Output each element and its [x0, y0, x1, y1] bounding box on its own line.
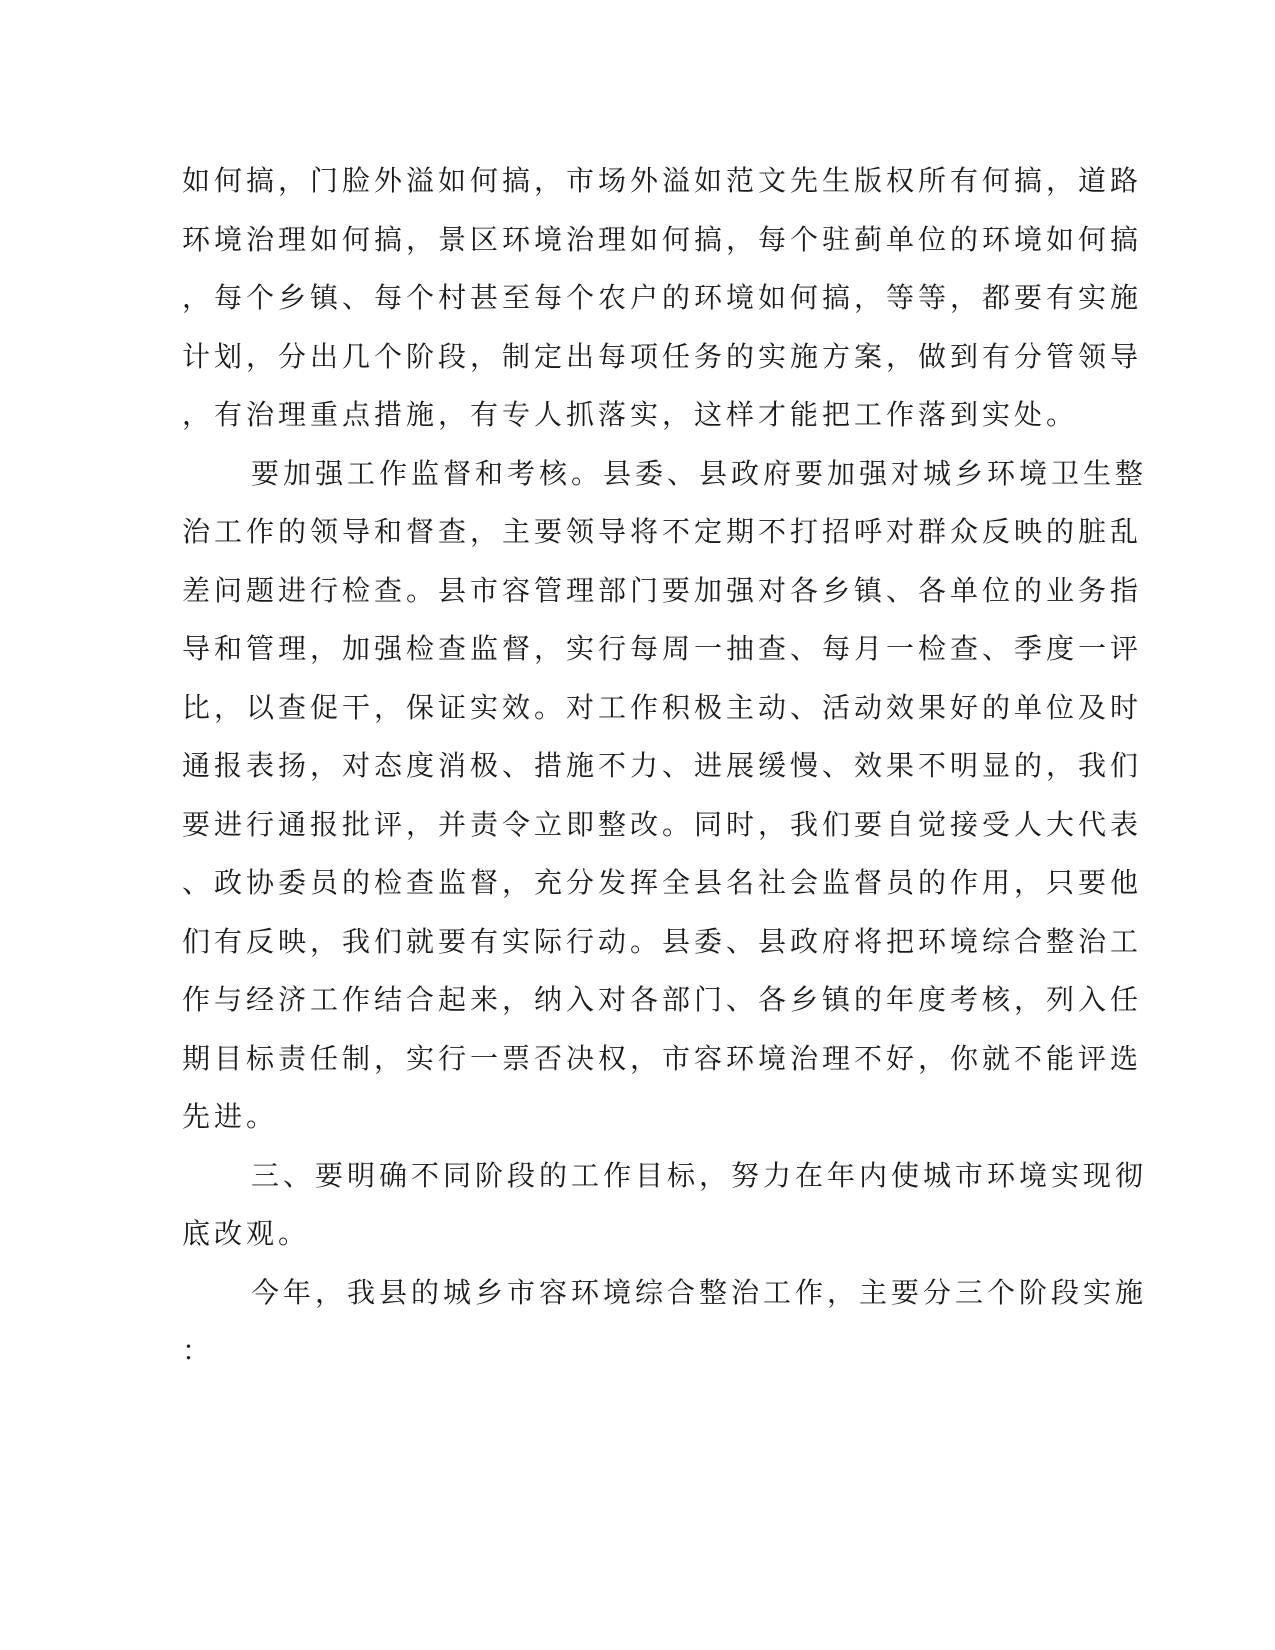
text-line: 作与经济工作结合起来，纳入对各部门、各乡镇的年度考核，列入任	[182, 983, 1143, 1016]
text-line: ，每个乡镇、每个村甚至每个农户的环境如何搞，等等，都要有实施	[182, 281, 1143, 314]
paragraph-first-line: 要加强工作监督和考核。县委、县政府要加强对城乡环境卫生整	[251, 456, 1148, 490]
text-line: 比，以查促干，保证实效。对工作积极主动、活动效果好的单位及时	[182, 690, 1143, 724]
text-line: 通报表扬，对态度消极、措施不力、进展缓慢、效果不明显的，我们	[182, 749, 1143, 782]
text-line: 先进。	[182, 1100, 279, 1133]
text-line: 们有反映，我们就要有实际行动。县委、县政府将把环境综合整治工	[182, 924, 1143, 958]
text-line: 导和管理，加强检查监督，实行每周一抽查、每月一检查、季度一评	[182, 632, 1143, 665]
text-line: 差问题进行检查。县市容管理部门要加强对各乡镇、各单位的业务指	[182, 573, 1143, 607]
document-body	[182, 152, 1148, 1381]
text-line: 如何搞，门脸外溢如何搞，市场外溢如范文先生版权所有何搞，道路	[182, 164, 1143, 197]
section-heading-line: 底改观。	[182, 1217, 311, 1250]
text-line: 、政协委员的检查监督，充分发挥全县名社会监督员的作用，只要他	[182, 866, 1143, 899]
text-line: ：	[182, 1334, 215, 1367]
text-line: 要进行通报批评，并责令立即整改。同时，我们要自觉接受人大代表	[182, 807, 1143, 841]
text-line: 环境治理如何搞，景区环境治理如何搞，每个驻蓟单位的环境如何搞	[182, 222, 1143, 256]
text-line: 治工作的领导和督查，主要领导将不定期不打招呼对群众反映的脏乱	[182, 515, 1143, 548]
section-heading-line: 三、要明确不同阶段的工作目标，努力在年内使城市环境实现彻	[251, 1158, 1148, 1192]
text-line: 计划，分出几个阶段，制定出每项任务的实施方案，做到有分管领导	[182, 339, 1143, 373]
text-line: ，有治理重点措施，有专人抓落实，这样才能把工作落到实处。	[182, 398, 1079, 431]
text-line: 期目标责任制，实行一票否决权，市容环境治理不好，你就不能评选	[182, 1041, 1143, 1075]
paragraph-first-line: 今年，我县的城乡市容环境综合整治工作，主要分三个阶段实施	[251, 1275, 1148, 1309]
